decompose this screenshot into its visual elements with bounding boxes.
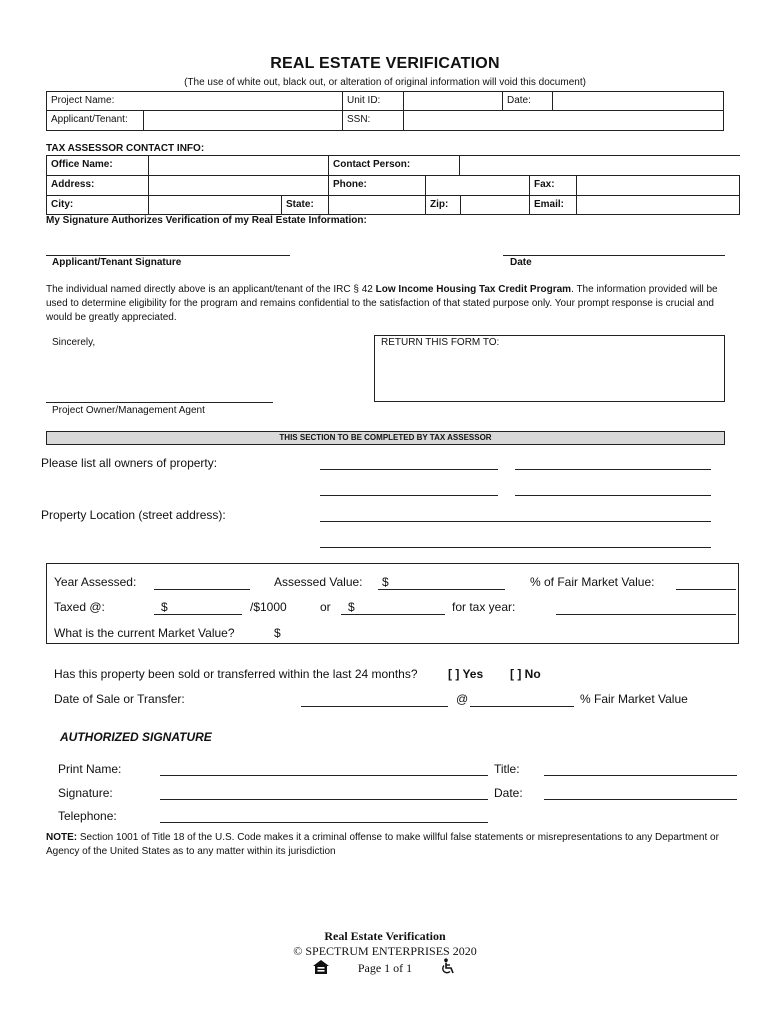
applicant-label: Applicant/Tenant: <box>46 110 144 131</box>
contact-person-label: Contact Person: <box>328 155 460 176</box>
fax-label: Fax: <box>529 175 577 196</box>
unit-id-label: Unit ID: <box>342 91 404 111</box>
fair-market-pct-line[interactable] <box>676 589 736 590</box>
assessed-value-dollar: $ <box>382 575 389 589</box>
signature-line[interactable] <box>160 799 488 800</box>
applicant-field[interactable] <box>143 110 343 131</box>
signature-date-line[interactable] <box>503 255 725 256</box>
per-1000-label: /$1000 <box>250 600 287 614</box>
phone-field[interactable] <box>425 175 530 196</box>
fax-field[interactable] <box>576 175 740 196</box>
office-name-label: Office Name: <box>46 155 149 176</box>
footer-doc-name: Real Estate Verification <box>324 929 446 943</box>
title-label: Title: <box>494 762 520 776</box>
print-name-line[interactable] <box>160 775 488 776</box>
sale-date-label: Date of Sale or Transfer: <box>54 692 185 706</box>
location-line-2[interactable] <box>320 547 711 548</box>
signature-date-label: Date <box>510 257 532 268</box>
owner-line-1[interactable] <box>320 469 498 470</box>
sold-no-label: [ ] No <box>510 667 541 681</box>
or-label: or <box>320 600 331 614</box>
project-name-field[interactable] <box>46 91 343 111</box>
contact-person-field[interactable] <box>459 155 740 176</box>
body-paragraph <box>46 283 726 325</box>
taxed-amount-line[interactable] <box>341 614 445 615</box>
ssn-field[interactable] <box>403 110 724 131</box>
sig-date-line[interactable] <box>544 799 737 800</box>
page-subtitle: (The use of white out, black out, or alteration of original information will void this document) <box>184 77 586 88</box>
sincerely-text: Sincerely, <box>52 337 96 348</box>
sale-fmv-label: % Fair Market Value <box>580 692 688 706</box>
sale-date-line[interactable] <box>301 706 448 707</box>
owner-agent-label: Project Owner/Management Agent <box>52 405 205 416</box>
taxed-amount-dollar: $ <box>348 600 355 614</box>
body-paragraph-part2: . The information provided will be used to determine eligibility for the program and remains confidential to the satisfaction of that stated purpose only. Your prompt response is crucial and would be greatly appreciated. <box>46 284 718 323</box>
print-name-label: Print Name: <box>58 762 122 776</box>
city-label: City: <box>46 195 149 215</box>
owner-line-4[interactable] <box>515 495 711 496</box>
title-line[interactable] <box>544 775 737 776</box>
sold-question: Has this property been sold or transferred within the last 24 months? <box>54 667 418 681</box>
owner-line-2[interactable] <box>515 469 711 470</box>
project-name-label: Project Name: <box>51 95 115 106</box>
authorization-statement: My Signature Authorizes Verification of my Real Estate Information: <box>46 215 367 226</box>
zip-label: Zip: <box>425 195 461 215</box>
program-name: Low Income Housing Tax Credit Program <box>375 284 572 295</box>
tax-year-line[interactable] <box>556 614 736 615</box>
year-assessed-label: Year Assessed: <box>54 575 137 589</box>
sold-no-checkbox[interactable] <box>510 667 541 681</box>
state-field[interactable] <box>328 195 426 215</box>
phone-label: Phone: <box>328 175 426 196</box>
email-label: Email: <box>529 195 577 215</box>
telephone-label: Telephone: <box>58 809 117 823</box>
for-tax-year-label: for tax year: <box>452 600 516 614</box>
market-value-dollar: $ <box>274 626 281 640</box>
applicant-signature-line[interactable] <box>46 255 290 256</box>
note-label: NOTE: <box>46 832 78 843</box>
fair-market-pct-label: % of Fair Market Value: <box>530 575 655 589</box>
unit-id-field[interactable] <box>403 91 503 111</box>
address-label: Address: <box>46 175 149 196</box>
equal-housing-icon <box>312 959 330 975</box>
wheelchair-accessible-icon <box>440 958 456 975</box>
sale-fmv-line[interactable] <box>470 706 574 707</box>
return-to-box[interactable] <box>374 335 725 402</box>
assessor-section-banner <box>46 431 725 445</box>
footer-page-number: Page 1 of 1 <box>357 961 413 975</box>
owner-line-3[interactable] <box>320 495 498 496</box>
assessor-info-heading: TAX ASSESSOR CONTACT INFO: <box>46 143 205 154</box>
state-label: State: <box>281 195 329 215</box>
year-assessed-line[interactable] <box>154 589 250 590</box>
owners-label: Please list all owners of property: <box>41 456 218 470</box>
applicant-signature-label: Applicant/Tenant Signature <box>52 257 182 268</box>
address-field[interactable] <box>148 175 329 196</box>
telephone-line[interactable] <box>160 822 488 823</box>
footer-copyright: © SPECTRUM ENTERPRISES 2020 <box>293 944 477 958</box>
sold-yes-checkbox[interactable] <box>448 667 483 681</box>
sig-date-label: Date: <box>494 786 523 800</box>
ssn-label: SSN: <box>342 110 404 131</box>
location-label: Property Location (street address): <box>41 508 226 522</box>
page-title: REAL ESTATE VERIFICATION <box>270 55 500 72</box>
taxed-at-label: Taxed @: <box>54 600 105 614</box>
sold-yes-label: [ ] Yes <box>448 667 484 681</box>
body-paragraph-part1: The individual named directly above is an applicant/tenant of the IRC § 42 <box>46 284 376 295</box>
assessed-value-label: Assessed Value: <box>274 575 363 589</box>
date-field[interactable] <box>552 91 724 111</box>
return-to-label: RETURN THIS FORM TO: <box>381 337 500 348</box>
office-name-field[interactable] <box>148 155 329 176</box>
market-value-question: What is the current Market Value? <box>54 626 235 640</box>
assessed-value-line[interactable] <box>378 589 505 590</box>
city-field[interactable] <box>148 195 282 215</box>
taxed-rate-line[interactable] <box>154 614 242 615</box>
authorized-signature-heading: AUTHORIZED SIGNATURE <box>60 730 212 744</box>
zip-field[interactable] <box>460 195 530 215</box>
sale-at-label: @ <box>456 692 469 706</box>
location-line-1[interactable] <box>320 521 711 522</box>
legal-note <box>46 831 736 859</box>
owner-agent-signature-line[interactable] <box>46 402 273 403</box>
note-text: Section 1001 of Title 18 of the U.S. Code makes it a criminal offense to make willful false statements or misrepresentations to any Department or Agency of the United States as to any matter within its jurisdiction <box>46 832 719 857</box>
taxed-dollar: $ <box>161 600 168 614</box>
date-label: Date: <box>502 91 553 111</box>
assessor-section-banner-text: THIS SECTION TO BE COMPLETED BY TAX ASSESSOR <box>279 433 492 442</box>
signature-label: Signature: <box>58 786 113 800</box>
email-field[interactable] <box>576 195 740 215</box>
